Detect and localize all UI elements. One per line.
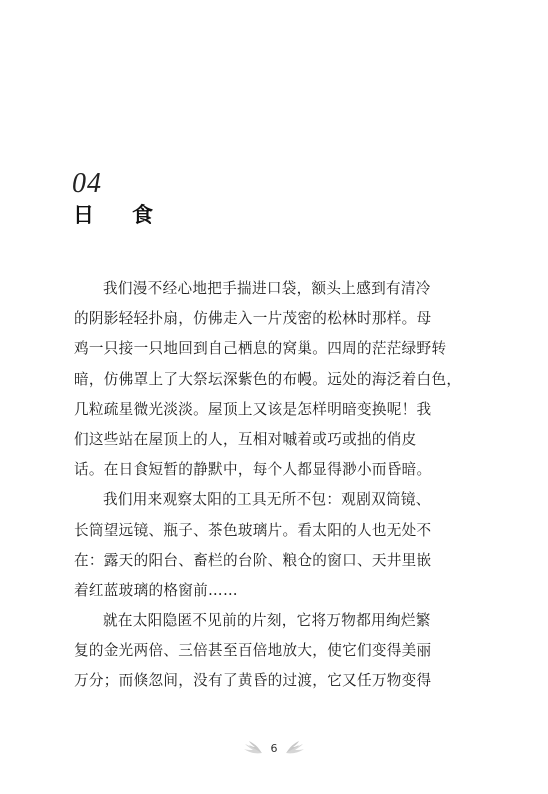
chapter-title: 日食 bbox=[73, 203, 191, 227]
text-line: 复的金光两倍、三倍甚至百倍地放大，使它们变得美丽 bbox=[74, 642, 432, 660]
text-line: 几粒疏星微光淡淡。屋顶上又该是怎样明暗变换呢！我 bbox=[74, 400, 432, 418]
paragraph-2 bbox=[74, 485, 476, 606]
text-line: 我们用来观察太阳的工具无所不包：观剧双筒镜、 bbox=[103, 491, 431, 509]
paragraph-1 bbox=[74, 274, 476, 485]
page-footer bbox=[0, 736, 548, 760]
text-line: 长筒望远镜、瓶子、茶色玻璃片。看太阳的人也无处不 bbox=[74, 521, 432, 539]
text-line: 们这些站在屋顶上的人，互相对嘁着或巧或拙的俏皮 bbox=[74, 430, 417, 448]
text-line: 就在太阳隐匿不见前的片刻，它将万物都用绚烂繁 bbox=[103, 612, 431, 630]
chapter-number: 04 bbox=[72, 168, 102, 199]
paragraph-3 bbox=[74, 606, 476, 697]
wing-ornament-right-icon bbox=[285, 740, 307, 756]
wing-ornament-left-icon bbox=[241, 740, 263, 756]
text-line: 鸡一只接一只地回到自己栖息的窝巢。四周的茫茫绿野转 bbox=[74, 340, 447, 358]
text-line: 暗，仿佛罩上了大祭坛深紫色的布幔。远处的海泛着白色， bbox=[74, 370, 462, 388]
text-line: 话。在日食短暂的静默中，每个人都显得渺小而昏暗。 bbox=[74, 461, 432, 479]
text-line: 的阴影轻轻扑扇，仿佛走入一片茂密的松林时那样。母 bbox=[74, 310, 432, 328]
body-text bbox=[74, 274, 476, 697]
text-line: 我们漫不经心地把手揣进口袋，额头上感到有清冷 bbox=[103, 280, 431, 297]
text-line: 着红蓝玻璃的格窗前…… bbox=[74, 581, 238, 599]
footer-ornament bbox=[241, 740, 307, 756]
text-line: 万分；而倏忽间，没有了黄昏的过渡，它又任万物变得 bbox=[74, 672, 432, 690]
page-number: 6 bbox=[270, 741, 278, 755]
text-line: 在：露天的阳台、畜栏的台阶、粮仓的窗口、天井里嵌 bbox=[74, 551, 432, 569]
